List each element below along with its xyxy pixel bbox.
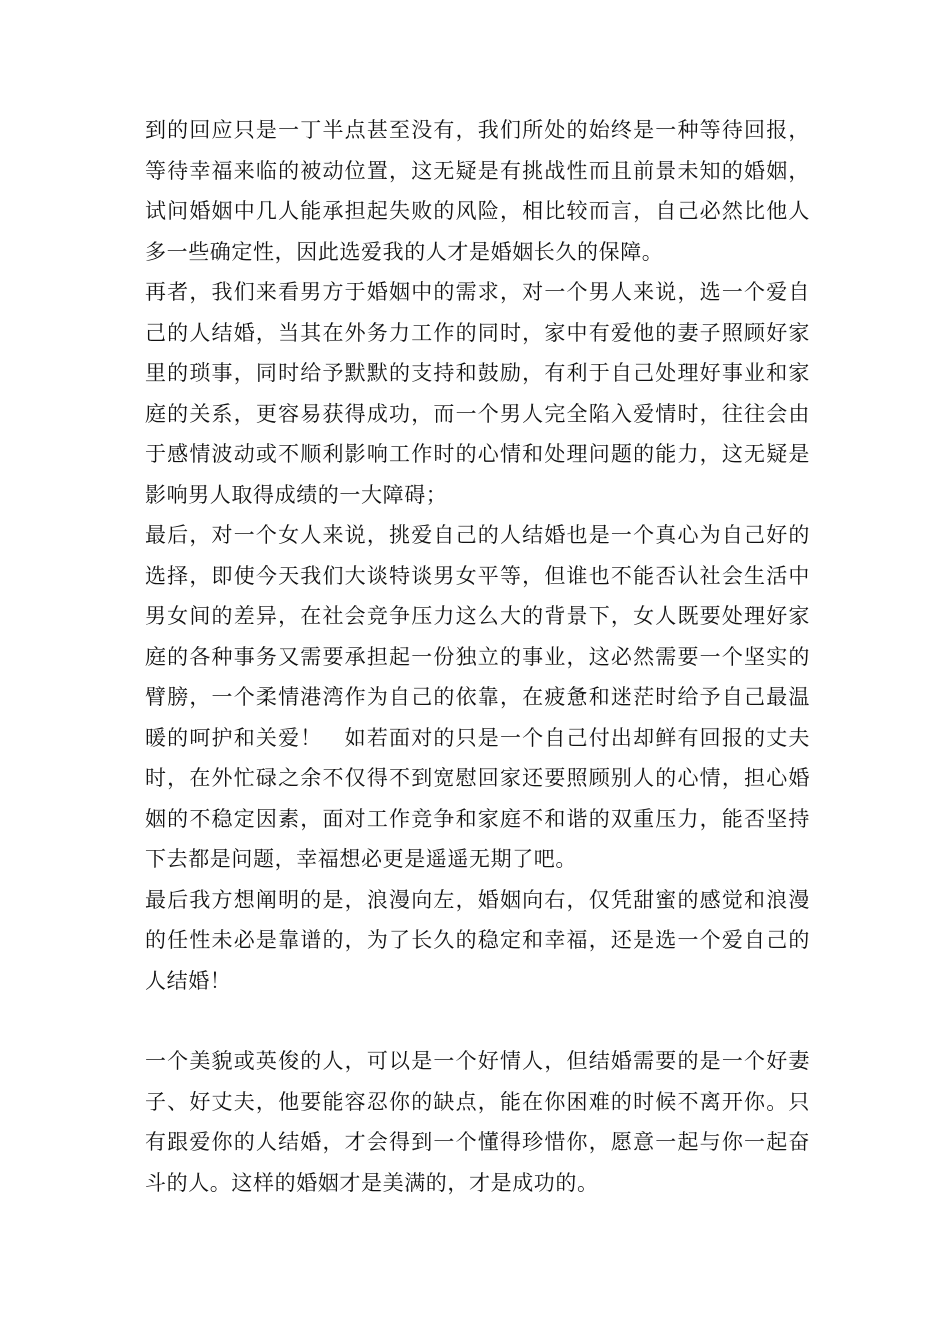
paragraph-3: 最后，对一个女人来说，挑爱自己的人结婚也是一个真心为自己好的选择，即使今天我们大谈特谈男女平等，但谁也不能否认社会生活中男女间的差异，在社会竞争压力这么大的背景下，女人既要处理好家庭的各种事务又需要承担起一份独立的事业，这必然需要一个坚实的臂膀，一个柔情港湾作为自己的依靠，在疲惫和迷茫时给予自己最温暖的呵护和关爱！ 如若面对的只是一个自己付出却鲜有回报的丈夫时，在外忙碌之余不仅得不到宽慰回家还要照顾别人的心情，担心婚姻的不稳定因素，面对工作竞争和家庭不和谐的双重压力，能否坚持下去都是问题，幸福想必更是遥遥无期了吧。 — [145, 523, 810, 871]
paragraph-2: 再者，我们来看男方于婚姻中的需求，对一个男人来说，选一个爱自己的人结婚，当其在外务力工作的同时，家中有爱他的妻子照顾好家里的琐事，同时给予默默的支持和鼓励，有利于自己处理好事业和家庭的关系，更容易获得成功，而一个男人完全陷入爱情时，往往会由于感情波动或不顺利影响工作时的心情和处理问题的能力，这无疑是影响男人取得成绩的一大障碍； — [145, 280, 810, 507]
paragraph-spacer — [145, 1001, 810, 1041]
paragraph-4: 最后我方想阐明的是，浪漫向左，婚姻向右，仅凭甜蜜的感觉和浪漫的任性未必是靠谱的，为了长久的稳定和幸福，还是选一个爱自己的人结婚！ — [145, 887, 810, 993]
document-body — [145, 110, 810, 1203]
paragraph-5: 一个美貌或英俊的人，可以是一个好情人，但结婚需要的是一个好妻子、好丈夫，他要能容忍你的缺点，能在你困难的时候不离开你。只有跟爱你的人结婚，才会得到一个懂得珍惜你，愿意一起与你一起奋斗的人。这样的婚姻才是美满的，才是成功的。 — [145, 1049, 810, 1195]
paragraph-1: 到的回应只是一丁半点甚至没有，我们所处的始终是一种等待回报，等待幸福来临的被动位置，这无疑是有挑战性而且前景未知的婚姻，试问婚姻中几人能承担起失败的风险，相比较而言，自己必然比他人多一些确定性，因此选爱我的人才是婚姻长久的保障。 — [145, 118, 810, 264]
